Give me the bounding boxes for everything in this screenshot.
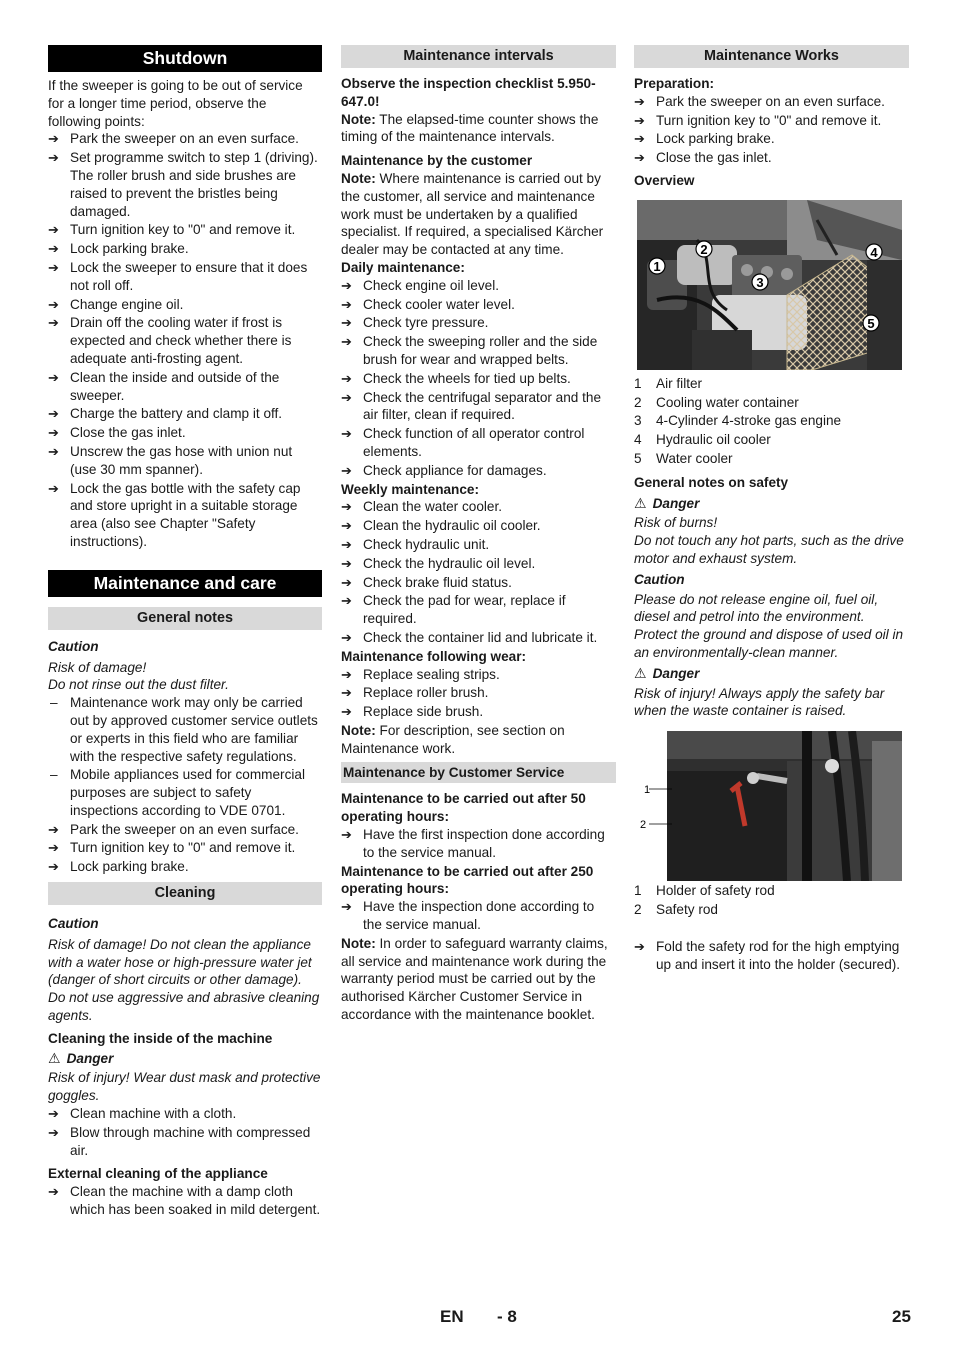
list-item: ➔ Turn ignition key to "0" and remove it. (634, 112, 909, 130)
legend-item: 3 4-Cylinder 4-stroke gas engine (634, 413, 842, 429)
cleaning-inside-steps (48, 1105, 322, 1159)
list-item: ➔ Check appliance for damages. (341, 462, 616, 480)
safety-rod-steps (634, 938, 909, 974)
warning-triangle-icon: ⚠ (634, 664, 647, 681)
legend-item: 4 Hydraulic oil cooler (634, 432, 771, 448)
callout-2: 2 (640, 819, 647, 832)
customer-service-heading: Maintenance by Customer Service (341, 762, 616, 783)
callout-5: 5 (867, 315, 875, 331)
callout-3: 3 (756, 274, 764, 290)
list-item: ➔ Have the inspection done according to the service manual. (341, 898, 616, 934)
danger-text: Risk of burns! (634, 515, 718, 531)
after-250-heading: Maintenance to be carried out after 250 operating hours: (341, 863, 594, 897)
after-50-heading: Maintenance to be carried out after 50 operating hours: (341, 791, 586, 825)
weekly-heading: Weekly maintenance: (341, 481, 480, 497)
list-item: ➔ Park the sweeper on an even surface. (634, 93, 909, 111)
list-item: ➔ Check the hydraulic oil level. (341, 555, 616, 573)
note-paragraph: Note: In order to safeguard warranty claims, all service and maintenance work during the warranty period must be carried out by the authorised Kärcher Customer Service in accordance with the maintenance booklet. (341, 935, 608, 1023)
safety-heading: General notes on safety (634, 474, 789, 490)
list-item: ➔ Check the centrifugal separator and the air filter, clean if required. (341, 389, 616, 425)
general-notes-list (48, 694, 322, 820)
caution-text: Risk of damage! (48, 659, 147, 675)
list-item: ➔ Lock parking brake. (48, 858, 322, 876)
callout-4: 4 (870, 244, 878, 260)
after-250-list (341, 898, 616, 934)
list-item: ➔ Unscrew the gas hose with union nut (use 30 mm spanner). (48, 443, 322, 479)
footer-page-number: 25 (892, 1307, 911, 1326)
list-item: – Maintenance work may only be carried out by approved customer service outlets or experts in this field who are familiar with the respective safety regulations. (48, 694, 322, 765)
list-item: ➔ Turn ignition key to "0" and remove it. (48, 221, 322, 239)
caution-text: Risk of damage! Do not clean the appliance with a water hose or high-pressure water jet (danger of short circuits or other damage). (48, 936, 312, 988)
list-item: ➔ Clean the inside and outside of the sweeper. (48, 369, 322, 405)
list-item: ➔ Fold the safety rod for the high emptying up and insert it into the holder (secured). (634, 938, 909, 974)
list-item: ➔ Check function of all operator control elements. (341, 425, 616, 461)
safety-rod-image (637, 731, 902, 881)
overview-legend (634, 375, 909, 468)
maintenance-works-heading: Maintenance Works (634, 45, 909, 68)
footer-page-ref: - 8 (497, 1307, 517, 1326)
daily-list (341, 277, 616, 480)
cleaning-inside-heading: Cleaning the inside of the machine (48, 1030, 273, 1046)
column-2 (341, 45, 616, 1024)
preparation-heading: Preparation: (634, 76, 715, 91)
maintenance-intervals-heading: Maintenance intervals (341, 45, 616, 68)
list-item: ➔ Clean the hydraulic oil cooler. (341, 517, 616, 535)
list-item: ➔ Lock the gas bottle with the safety cap and store upright in a suitable storage area (also see Chapter "Safety instructions). (48, 480, 322, 551)
list-item: ➔ Check cooler water level. (341, 296, 616, 314)
weekly-list (341, 498, 616, 646)
list-item: ➔ Check hydraulic unit. (341, 536, 616, 554)
note-paragraph: Note: For description, see section on Maintenance work. (341, 722, 565, 756)
legend-item: 2 Cooling water container (634, 394, 799, 410)
after-50-list (341, 826, 616, 862)
list-item: ➔ Close the gas inlet. (48, 424, 322, 442)
list-item: ➔ Drain off the cooling water if frost is expected and check whether there is adequate anti-frosting agent. (48, 314, 322, 367)
warning-triangle-icon: ⚠ (48, 1049, 61, 1066)
wear-list (341, 666, 616, 721)
danger-text: Risk of injury! Always apply the safety bar when the waste container is raised. (634, 685, 885, 719)
list-item: ➔ Close the gas inlet. (634, 149, 909, 167)
wear-heading: Maintenance following wear: (341, 648, 527, 664)
engine-bay-photo (637, 200, 902, 370)
list-item: – Mobile appliances used for commercial purposes are subject to safety inspections according to VDE 0701. (48, 766, 322, 819)
list-item: ➔ Replace roller brush. (341, 684, 616, 702)
list-item: ➔ Check the sweeping roller and the side brush for wear and wrapped belts. (341, 333, 616, 369)
caution-text: Do not use aggressive and abrasive cleaning agents. (48, 990, 320, 1024)
list-item: ➔ Set programme switch to step 1 (driving). The roller brush and side brushes are raised to prevent the bristles being damaged. (48, 149, 322, 220)
list-item: ➔ Check tyre pressure. (341, 314, 616, 332)
footer-language: EN (440, 1307, 464, 1326)
engine-bay-image (637, 200, 902, 370)
callout-1: 1 (644, 784, 651, 797)
danger-label: ⚠ Danger (48, 1049, 114, 1066)
legend-item: 2 Safety rod (634, 901, 718, 917)
list-item: ➔ Charge the battery and clamp it off. (48, 405, 322, 423)
column-1 (48, 45, 322, 1219)
legend-item: 1 Holder of safety rod (634, 883, 775, 899)
list-item: ➔ Clean the machine with a damp cloth which has been soaked in mild detergent. (48, 1183, 322, 1219)
list-item: ➔ Check the pad for wear, replace if required. (341, 592, 616, 628)
list-item: ➔ Turn ignition key to "0" and remove it. (48, 839, 322, 857)
note-paragraph: Note: Where maintenance is carried out by the customer, all service and maintenance work must be undertaken by a qualified specialist. If required, a specialised Kärcher dealer may be contacted at any time. (341, 170, 604, 258)
overview-heading: Overview (634, 172, 695, 188)
list-item: ➔ Park the sweeper on an even surface. (48, 821, 322, 839)
list-item: ➔ Clean machine with a cloth. (48, 1105, 322, 1123)
danger-label: ⚠ Danger (634, 494, 700, 511)
list-item: ➔ Check the wheels for tied up belts. (341, 370, 616, 388)
caution-text: Please do not release engine oil, fuel oil, diesel and petrol into the environment. Protect the ground and dispose of used oil in an environmentally-clean manner. (634, 591, 904, 660)
callout-2: 2 (700, 241, 708, 257)
legend-item: 5 Water cooler (634, 450, 733, 466)
caution-label: Caution (48, 638, 99, 654)
checklist-note: Observe the inspection checklist 5.950-647.0! (341, 76, 596, 109)
preparation-list (634, 93, 909, 167)
note-paragraph: Note: The elapsed-time counter shows the timing of the maintenance intervals. (341, 111, 599, 145)
customer-maintenance-heading: Maintenance by the customer (341, 153, 533, 169)
general-notes-heading: General notes (48, 607, 322, 630)
list-item: ➔ Lock the sweeper to ensure that it does not roll off. (48, 259, 322, 295)
warning-triangle-icon: ⚠ (634, 494, 647, 511)
list-item: ➔ Blow through machine with compressed air. (48, 1124, 322, 1160)
list-item: ➔ Clean the water cooler. (341, 498, 616, 516)
list-item: ➔ Replace sealing strips. (341, 666, 616, 684)
daily-heading: Daily maintenance: (341, 259, 465, 275)
list-item: ➔ Have the first inspection done according to the service manual. (341, 826, 616, 862)
callout-1: 1 (653, 258, 661, 274)
safety-rod-photo (637, 731, 902, 881)
danger-text: Do not touch any hot parts, such as the drive motor and exhaust system. (634, 533, 904, 566)
shutdown-intro: If the sweeper is going to be out of service for a longer time period, observe the following points: (48, 78, 303, 129)
list-item: ➔ Lock parking brake. (634, 130, 909, 148)
shutdown-heading: Shutdown (48, 45, 322, 72)
danger-text: Risk of injury! Wear dust mask and protective goggles. (48, 1070, 321, 1104)
list-item: ➔ Change engine oil. (48, 296, 322, 314)
column-3 (634, 45, 909, 973)
caution-text: Do not rinse out the dust filter. (48, 677, 229, 693)
general-notes-steps (48, 821, 322, 876)
external-cleaning-steps (48, 1183, 322, 1219)
list-item: ➔ Check brake fluid status. (341, 574, 616, 592)
list-item: ➔ Replace side brush. (341, 703, 616, 721)
legend-item: 1 Air filter (634, 375, 703, 391)
maintenance-heading: Maintenance and care (48, 570, 322, 597)
safety-rod-legend (634, 882, 909, 919)
list-item: ➔ Check engine oil level. (341, 277, 616, 295)
shutdown-steps (48, 130, 322, 550)
cleaning-heading: Cleaning (48, 882, 322, 905)
caution-label: Caution (634, 571, 685, 587)
caution-label: Caution (48, 916, 99, 932)
list-item: ➔ Check the container lid and lubricate it. (341, 629, 616, 647)
list-item: ➔ Park the sweeper on an even surface. (48, 130, 322, 148)
list-item: ➔ Lock parking brake. (48, 240, 322, 258)
danger-label: ⚠ Danger (634, 664, 700, 681)
external-cleaning-heading: External cleaning of the appliance (48, 1166, 268, 1182)
